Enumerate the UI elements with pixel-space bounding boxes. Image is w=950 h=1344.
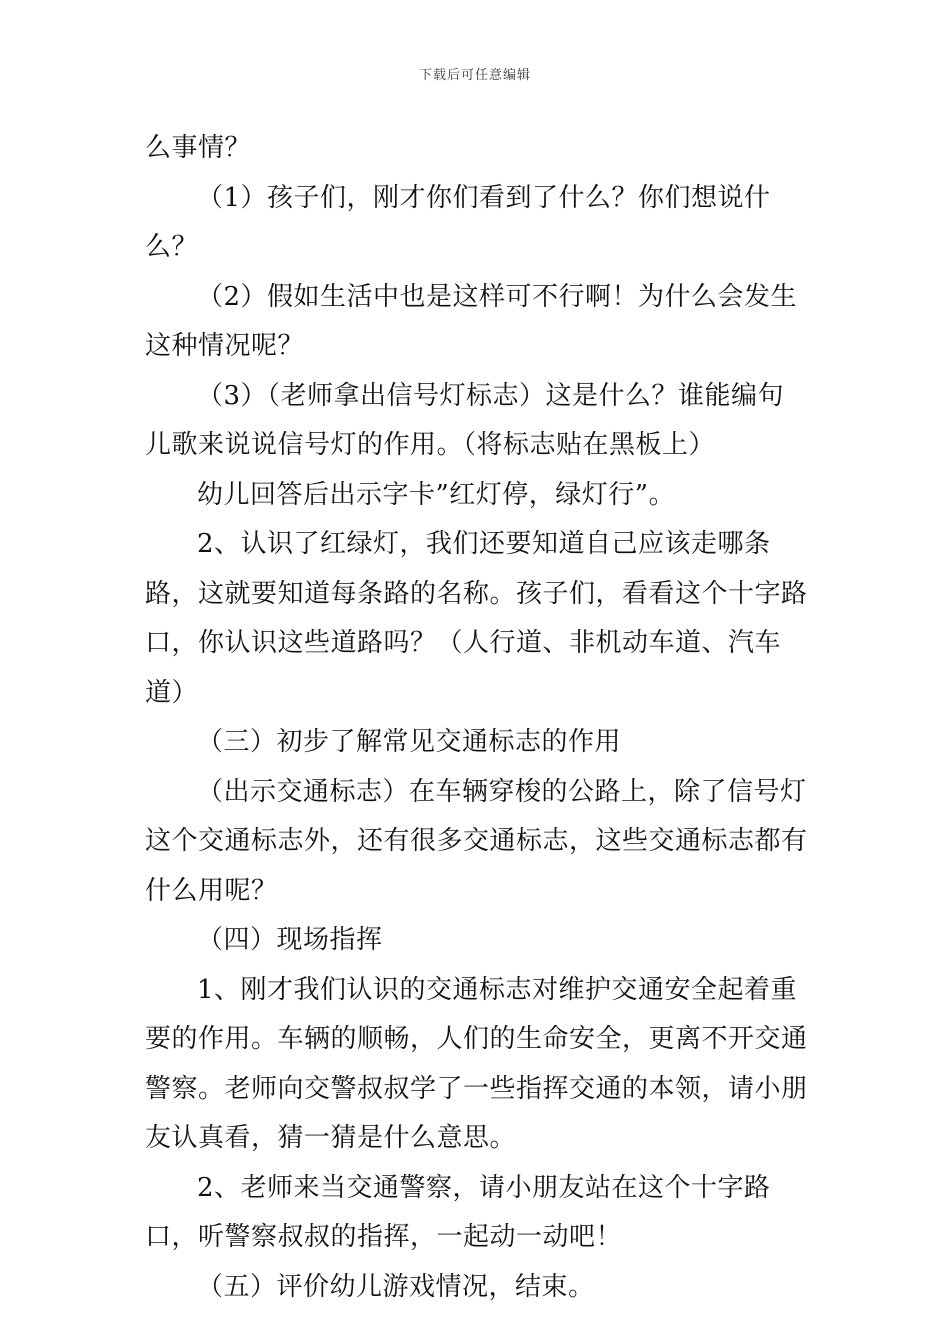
paragraph-question-2: （2）假如生活中也是这样可不行啊！为什么会发生这种情况呢？ bbox=[145, 281, 798, 361]
page-header: 下载后可任意编辑 bbox=[418, 68, 531, 83]
paragraph-traffic-signs: （出示交通标志）在车辆穿梭的公路上，除了信号灯这个交通标志外，还有很多交通标志，这些交通标志都有什么用呢？ bbox=[145, 776, 808, 906]
paragraph-step-2-police: 2、老师来当交通警察，请小朋友站在这个十字路口，听警察叔叔的指挥，一起动一动吧！ bbox=[145, 1172, 771, 1252]
section-heading-4: （四）现场指挥 bbox=[197, 925, 383, 955]
paragraph-question-3: （3）（老师拿出信号灯标志）这是什么？谁能编句儿歌来说说信号灯的作用。（将标志贴在黑板上） bbox=[145, 380, 785, 460]
section-heading-3: （三）初步了解常见交通标志的作用 bbox=[197, 727, 622, 757]
paragraph-answer-card: 幼儿回答后出示字卡”红灯停，绿灯行”。 bbox=[197, 479, 676, 510]
paragraph-question-1: （1）孩子们，刚才你们看到了什么？你们想说什么？ bbox=[145, 182, 771, 262]
document-body bbox=[145, 124, 810, 1312]
paragraph-continuation: 么事情？ bbox=[145, 133, 252, 163]
paragraph-step-1-police: 1、刚才我们认识的交通标志对维护交通安全起着重要的作用。车辆的顺畅，人们的生命安全，更离不开交通警察。老师向交警叔叔学了一些指挥交通的本领，请小朋友认真看，猜一猜是什么意思。 bbox=[145, 974, 808, 1153]
paragraph-step-2-roads: 2、认识了红绿灯，我们还要知道自己应该走哪条路，这就要知道每条路的名称。孩子们，看看这个十字路口，你认识这些道路吗？（人行道、非机动车道、汽车道） bbox=[145, 529, 808, 708]
section-heading-5: （五）评价幼儿游戏情况，结束。 bbox=[197, 1271, 595, 1302]
